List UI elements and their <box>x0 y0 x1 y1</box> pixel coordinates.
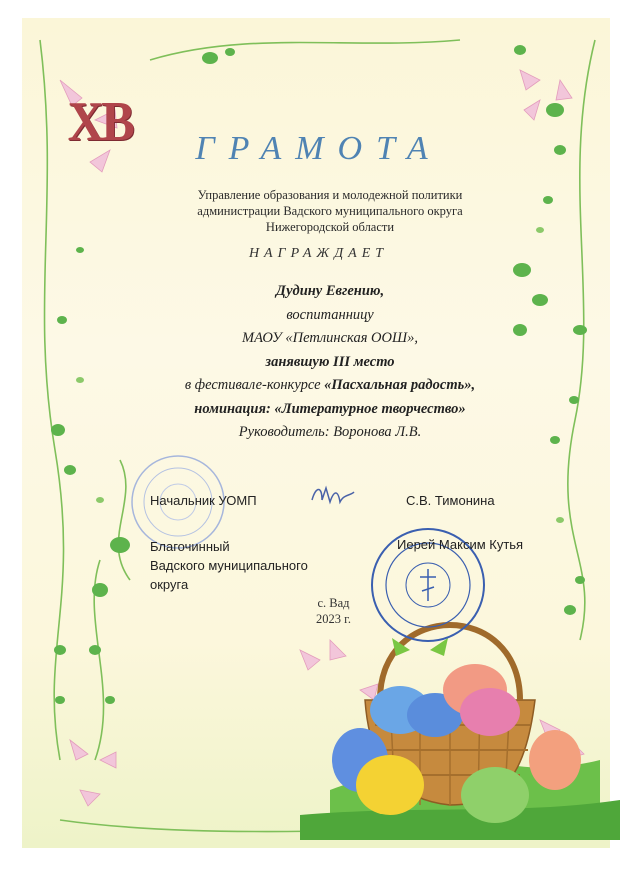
issuer-block <box>150 187 510 235</box>
recipient-role: воспитанницу <box>286 306 374 323</box>
place-text: занявшую III место <box>265 353 395 370</box>
priest-name: Иерей Максим Кутья <box>397 537 524 552</box>
head-title: Начальник УОМП <box>150 493 257 508</box>
issuer-line: администрации Вадского муниципального округа <box>197 204 463 218</box>
year: 2023 г. <box>316 612 351 626</box>
place-date <box>316 595 351 627</box>
school-name: МАОУ «Петлинская ООШ», <box>241 330 418 346</box>
festival-prefix: в фестивале-конкурсе <box>184 377 325 393</box>
issuer-line: Управление образования и молодежной политики <box>197 188 463 202</box>
festival-name: «Пасхальная радость», <box>324 377 476 393</box>
awards-heading: НАГРАЖДАЕТ <box>248 246 389 261</box>
dean-title-line: округа <box>150 577 189 592</box>
handwritten-signature <box>308 480 358 510</box>
easter-xb-logo: ХВ <box>67 91 133 153</box>
nomination-text: номинация: «Литературное творчество» <box>194 400 466 417</box>
supervisor-text: Руководитель: Воронова Л.В. <box>238 424 422 440</box>
head-name: С.В. Тимонина <box>406 493 495 508</box>
award-text-block <box>150 280 510 445</box>
recipient-name: Дудину Евгению, <box>275 283 385 299</box>
issuer-line: Нижегородской области <box>265 220 395 234</box>
certificate-title: ГРАМОТА <box>195 130 442 167</box>
dean-title-line: Вадского муниципального <box>150 558 308 573</box>
festival-line <box>150 374 510 398</box>
dean-title-line: Благочинный <box>150 539 230 554</box>
dean-title-block <box>150 537 308 594</box>
city: с. Вад <box>317 596 350 610</box>
